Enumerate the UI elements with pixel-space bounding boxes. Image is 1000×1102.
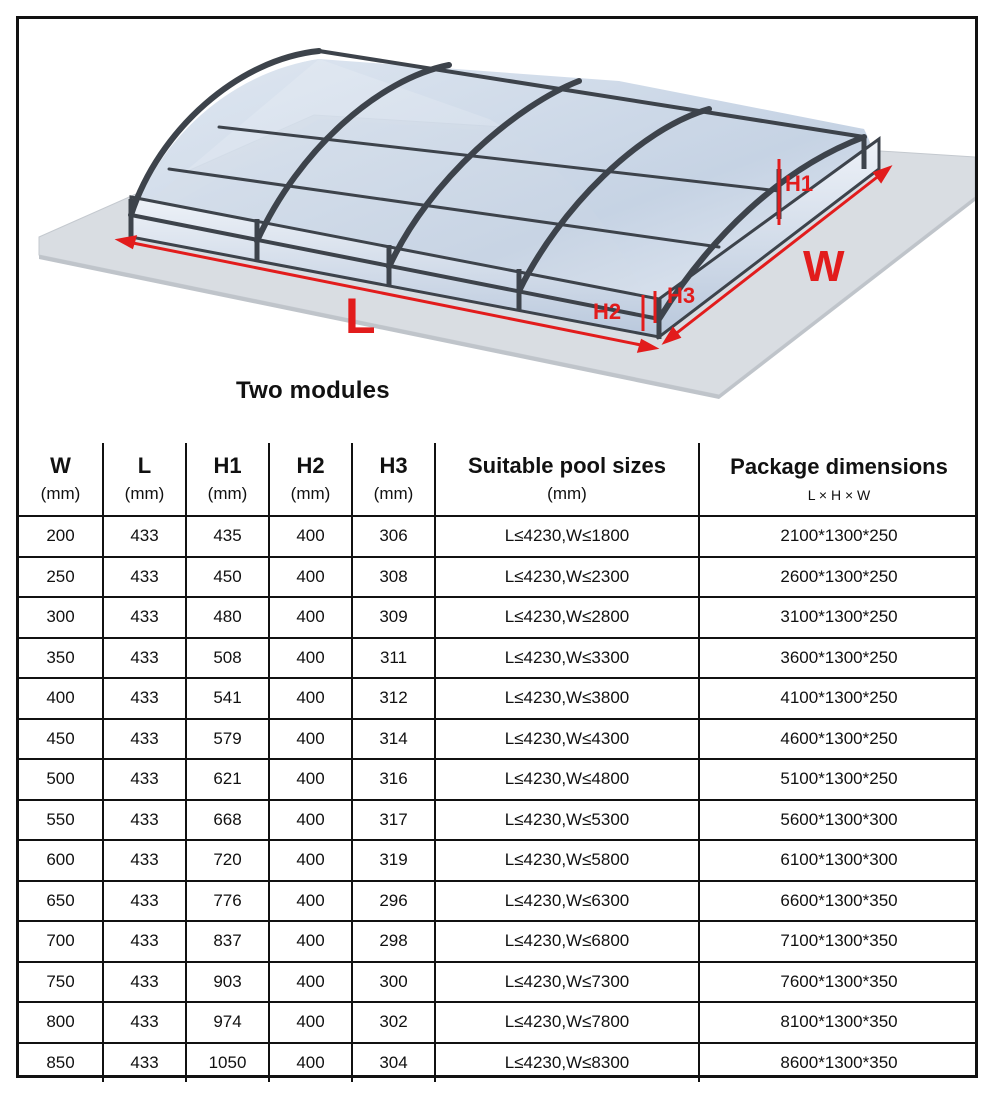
column-header-h1: H1 (mm): [186, 443, 269, 516]
cell-w: 250: [19, 557, 103, 598]
cell-l: 433: [103, 921, 186, 962]
cell-w: 400: [19, 678, 103, 719]
cell-h2: 400: [269, 881, 352, 922]
cell-l: 433: [103, 516, 186, 557]
table-row: [19, 1043, 978, 1083]
cell-package-dimensions: 3100*1300*250: [699, 597, 978, 638]
cell-h1: 579: [186, 719, 269, 760]
cell-h1: 903: [186, 962, 269, 1003]
cell-h2: 400: [269, 638, 352, 679]
cell-pool-size: L≤4230,W≤7800: [435, 1002, 699, 1043]
cell-h1: 621: [186, 759, 269, 800]
cell-pool-size: L≤4230,W≤1800: [435, 516, 699, 557]
cell-w: 650: [19, 881, 103, 922]
column-header-h3: H3 (mm): [352, 443, 435, 516]
cell-h1: 776: [186, 881, 269, 922]
h1-label: H1: [785, 171, 814, 196]
cell-package-dimensions: 5600*1300*300: [699, 800, 978, 841]
cell-w: 550: [19, 800, 103, 841]
cell-l: 433: [103, 840, 186, 881]
table-row: [19, 719, 978, 760]
module-caption: Two modules: [236, 377, 390, 404]
cell-pool-size: L≤4230,W≤6800: [435, 921, 699, 962]
cell-h3: 304: [352, 1043, 435, 1083]
cell-package-dimensions: 2100*1300*250: [699, 516, 978, 557]
cell-h3: 311: [352, 638, 435, 679]
cell-h2: 400: [269, 921, 352, 962]
cell-package-dimensions: 6100*1300*300: [699, 840, 978, 881]
cell-package-dimensions: 5100*1300*250: [699, 759, 978, 800]
cell-h1: 480: [186, 597, 269, 638]
cell-w: 800: [19, 1002, 103, 1043]
column-header-w: W (mm): [19, 443, 103, 516]
cell-h2: 400: [269, 719, 352, 760]
cell-h2: 400: [269, 962, 352, 1003]
specification-table: [19, 443, 978, 1082]
cell-h3: 306: [352, 516, 435, 557]
cell-h1: 974: [186, 1002, 269, 1043]
cell-h1: 668: [186, 800, 269, 841]
cell-pool-size: L≤4230,W≤4800: [435, 759, 699, 800]
h3-label: H3: [667, 283, 696, 308]
cell-pool-size: L≤4230,W≤4300: [435, 719, 699, 760]
cell-h1: 837: [186, 921, 269, 962]
cell-pool-size: L≤4230,W≤3300: [435, 638, 699, 679]
cell-pool-size: L≤4230,W≤6300: [435, 881, 699, 922]
cell-package-dimensions: 8600*1300*350: [699, 1043, 978, 1083]
table-row: [19, 962, 978, 1003]
cell-l: 433: [103, 678, 186, 719]
cell-pool-size: L≤4230,W≤3800: [435, 678, 699, 719]
cell-package-dimensions: 6600*1300*350: [699, 881, 978, 922]
cell-l: 433: [103, 800, 186, 841]
cell-l: 433: [103, 759, 186, 800]
table-row: [19, 557, 978, 598]
cell-h3: 319: [352, 840, 435, 881]
cell-pool-size: L≤4230,W≤5300: [435, 800, 699, 841]
table-body: [19, 516, 978, 1082]
cell-l: 433: [103, 597, 186, 638]
cell-pool-size: L≤4230,W≤8300: [435, 1043, 699, 1083]
cell-h1: 435: [186, 516, 269, 557]
table-row: [19, 840, 978, 881]
table-row: [19, 800, 978, 841]
cell-h1: 450: [186, 557, 269, 598]
cell-w: 850: [19, 1043, 103, 1083]
cell-l: 433: [103, 1043, 186, 1083]
cell-h2: 400: [269, 800, 352, 841]
cell-h3: 317: [352, 800, 435, 841]
cell-w: 600: [19, 840, 103, 881]
cell-h1: 1050: [186, 1043, 269, 1083]
cell-w: 700: [19, 921, 103, 962]
cell-package-dimensions: 3600*1300*250: [699, 638, 978, 679]
width-label: W: [803, 242, 845, 291]
h2-label: H2: [593, 299, 622, 324]
cell-h2: 400: [269, 840, 352, 881]
cell-h3: 296: [352, 881, 435, 922]
cell-l: 433: [103, 638, 186, 679]
cell-l: 433: [103, 557, 186, 598]
cell-h1: 541: [186, 678, 269, 719]
cell-h2: 400: [269, 597, 352, 638]
table-row: [19, 921, 978, 962]
cell-h3: 316: [352, 759, 435, 800]
cell-w: 500: [19, 759, 103, 800]
table-row: [19, 516, 978, 557]
cell-h2: 400: [269, 759, 352, 800]
table-row: [19, 597, 978, 638]
cell-package-dimensions: 4600*1300*250: [699, 719, 978, 760]
spec-sheet: [16, 16, 978, 1078]
cell-package-dimensions: 7600*1300*350: [699, 962, 978, 1003]
cell-pool-size: L≤4230,W≤7300: [435, 962, 699, 1003]
cell-h3: 302: [352, 1002, 435, 1043]
cell-package-dimensions: 2600*1300*250: [699, 557, 978, 598]
column-header-l: L (mm): [103, 443, 186, 516]
cell-h2: 400: [269, 557, 352, 598]
cell-h3: 300: [352, 962, 435, 1003]
cell-h2: 400: [269, 1043, 352, 1083]
cell-h1: 508: [186, 638, 269, 679]
cell-pool-size: L≤4230,W≤2800: [435, 597, 699, 638]
table-row: [19, 759, 978, 800]
cell-l: 433: [103, 962, 186, 1003]
cell-pool-size: L≤4230,W≤5800: [435, 840, 699, 881]
cell-l: 433: [103, 881, 186, 922]
length-label: L: [345, 288, 376, 344]
cell-h3: 298: [352, 921, 435, 962]
pool-enclosure-illustration: [19, 19, 975, 443]
cell-w: 450: [19, 719, 103, 760]
cell-w: 350: [19, 638, 103, 679]
cell-h2: 400: [269, 516, 352, 557]
cell-package-dimensions: 7100*1300*350: [699, 921, 978, 962]
cell-w: 300: [19, 597, 103, 638]
cell-package-dimensions: 8100*1300*350: [699, 1002, 978, 1043]
cell-h2: 400: [269, 678, 352, 719]
table-row: [19, 1002, 978, 1043]
cell-w: 750: [19, 962, 103, 1003]
cell-h1: 720: [186, 840, 269, 881]
cell-l: 433: [103, 719, 186, 760]
cell-l: 433: [103, 1002, 186, 1043]
cell-h3: 309: [352, 597, 435, 638]
table-row: [19, 881, 978, 922]
cell-pool-size: L≤4230,W≤2300: [435, 557, 699, 598]
cell-h3: 308: [352, 557, 435, 598]
header-row: [19, 443, 978, 516]
cell-h2: 400: [269, 1002, 352, 1043]
cell-package-dimensions: 4100*1300*250: [699, 678, 978, 719]
column-header-h2: H2 (mm): [269, 443, 352, 516]
column-header-package-dimensions: Package dimensions L × H × W: [699, 443, 978, 516]
table-row: [19, 638, 978, 679]
cell-w: 200: [19, 516, 103, 557]
column-header-pool-sizes: Suitable pool sizes (mm): [435, 443, 699, 516]
table-row: [19, 678, 978, 719]
cell-h3: 314: [352, 719, 435, 760]
cell-h3: 312: [352, 678, 435, 719]
